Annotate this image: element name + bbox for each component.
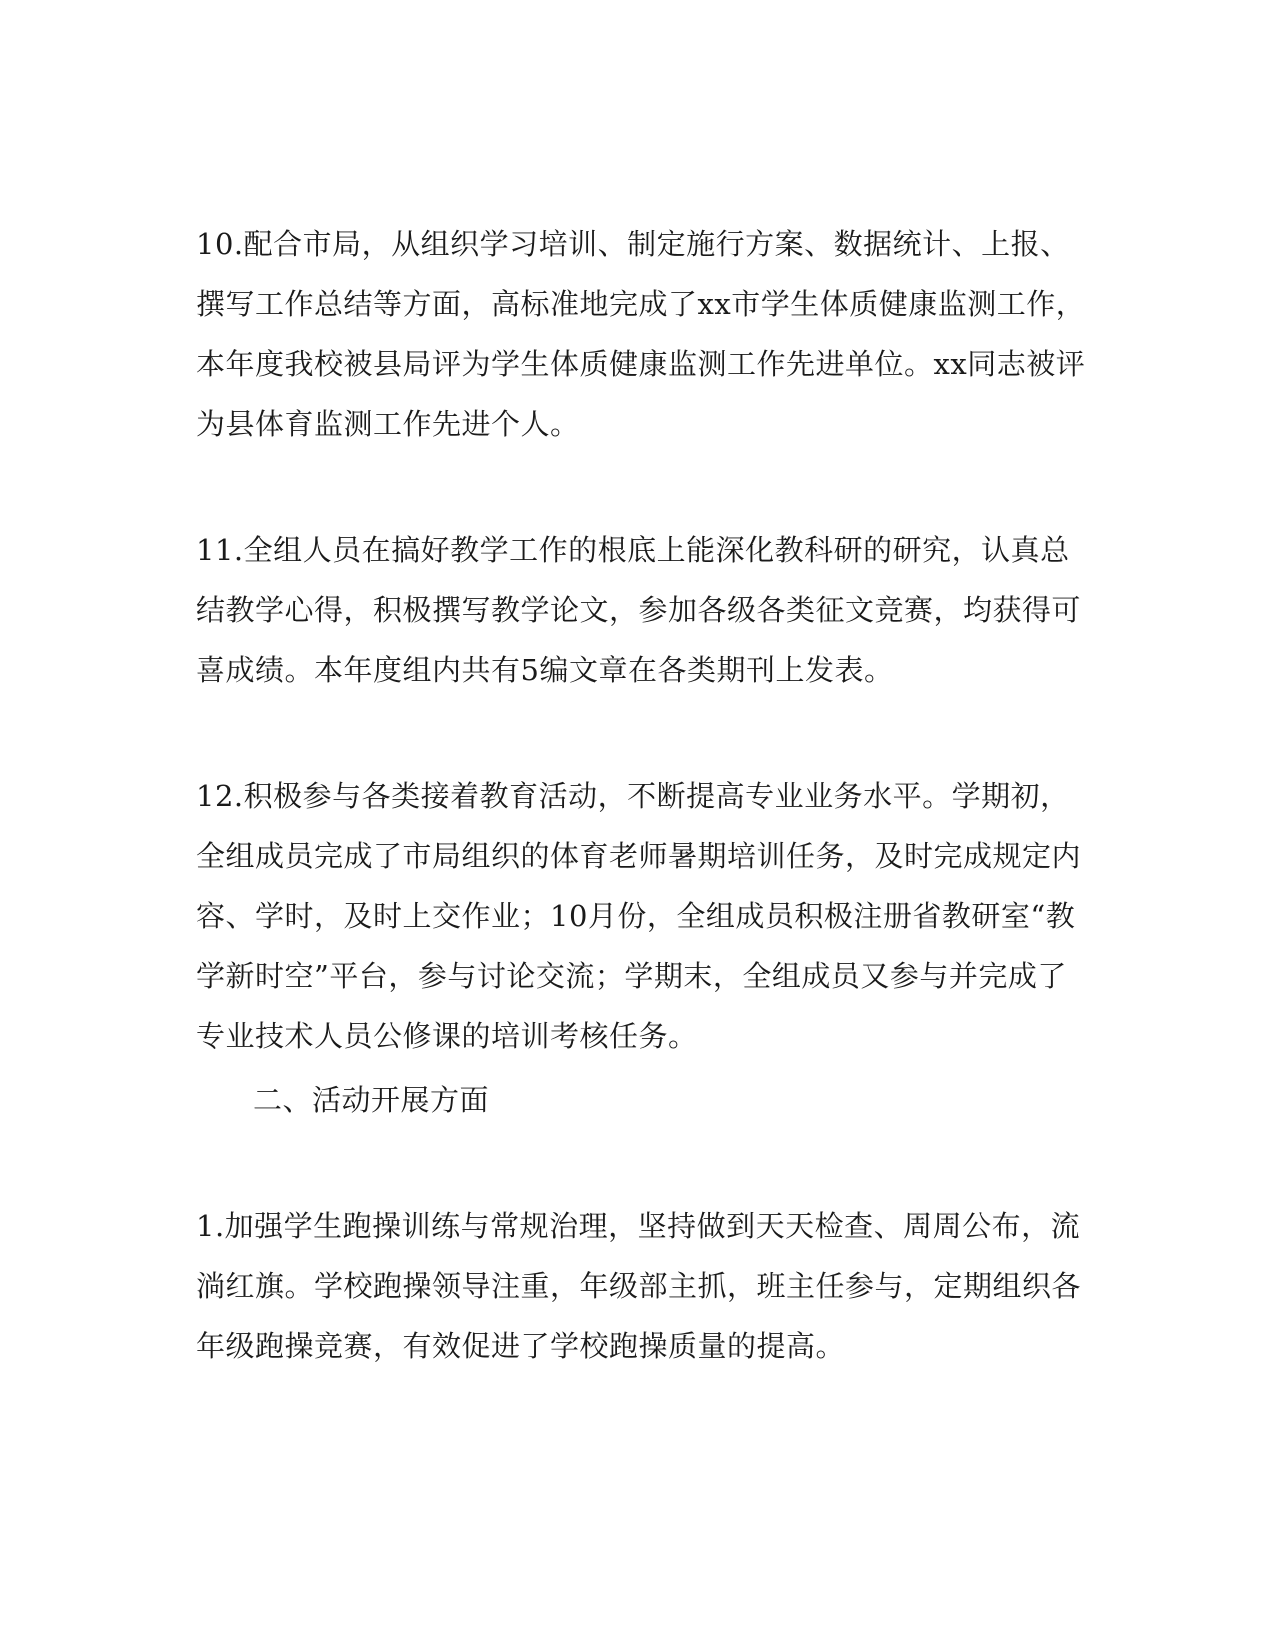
paragraph-11-line-3: 喜成绩。本年度组内共有5编文章在各类期刊上发表。 bbox=[196, 653, 894, 687]
paragraph-10-line-2: 撰写工作总结等方面，高标准地完成了xx市学生体质健康监测工作， bbox=[196, 287, 1086, 321]
paragraph-12-line-4: 学新时空”平台，参与讨论交流；学期末，全组成员又参与并完成了 bbox=[196, 959, 1067, 993]
paragraph-1-line-3: 年级跑操竞赛，有效促进了学校跑操质量的提高。 bbox=[196, 1329, 846, 1363]
paragraph-1-line-1: 1.加强学生跑操训练与常规治理，坚持做到天天检查、周周公布，流 bbox=[196, 1209, 1081, 1243]
paragraph-12-line-2: 全组成员完成了市局组织的体育老师暑期培训任务，及时完成规定内 bbox=[196, 839, 1082, 873]
paragraph-12-line-3: 容、学时，及时上交作业；10月份，全组成员积极注册省教研室“教 bbox=[196, 899, 1076, 933]
paragraph-1-line-2: 淌红旗。学校跑操领导注重，年级部主抓，班主任参与，定期组织各 bbox=[196, 1269, 1082, 1303]
paragraph-12-line-1: 12.积极参与各类接着教育活动，不断提高专业业务水平。学期初， bbox=[196, 779, 1070, 813]
paragraph-11-line-1: 11.全组人员在搞好教学工作的根底上能深化教科研的研究，认真总 bbox=[196, 533, 1070, 567]
paragraph-10-line-4: 为县体育监测工作先进个人。 bbox=[196, 407, 580, 441]
paragraph-10-line-3: 本年度我校被县局评为学生体质健康监测工作先进单位。xx同志被评 bbox=[196, 347, 1086, 381]
paragraph-12-line-5: 专业技术人员公修课的培训考核任务。 bbox=[196, 1019, 698, 1053]
paragraph-10-line-1: 10.配合市局，从组织学习培训、制定施行方案、数据统计、上报、 bbox=[196, 227, 1070, 261]
paragraph-11-line-2: 结教学心得，积极撰写教学论文，参加各级各类征文竞赛，均获得可 bbox=[196, 593, 1082, 627]
section-heading: 二、活动开展方面 bbox=[253, 1083, 490, 1117]
